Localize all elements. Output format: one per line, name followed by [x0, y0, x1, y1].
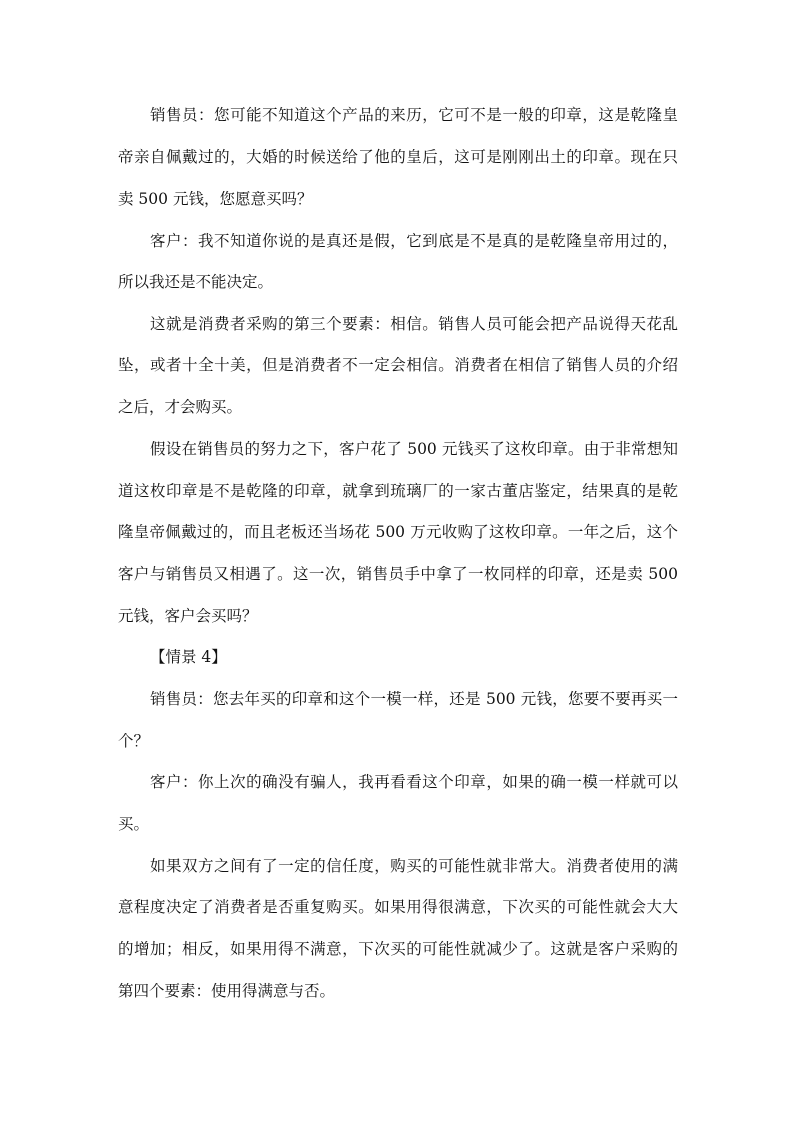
text-line: 之后，才会购买。 — [118, 398, 243, 416]
text-line: 这就是消费者采购的第三个要素：相信。销售人员可能会把产品说得天花乱 — [150, 315, 678, 333]
text-line: 客户与销售员又相遇了。这一次，销售员手中拿了一枚同样的印章，还是卖 500 — [118, 565, 678, 583]
text-line: 坠，或者十全十美，但是消费者不一定会相信。消费者在相信了销售人员的介绍 — [118, 356, 678, 374]
text-line: 如果双方之间有了一定的信任度，购买的可能性就非常大。消费者使用的满 — [150, 857, 678, 875]
text-line: 帝亲自佩戴过的，大婚的时候送给了他的皇后，这可是刚刚出土的印章。现在只 — [118, 148, 678, 166]
text-line: 假设在销售员的努力之下，客户花了 500 元钱买了这枚印章。由于非常想知 — [150, 440, 678, 458]
text-line: 隆皇帝佩戴过的，而且老板还当场花 500 万元收购了这枚印章。一年之后，这个 — [118, 523, 678, 541]
text-line: 第四个要素：使用得满意与否。 — [118, 982, 336, 1000]
text-line: 所以我还是不能决定。 — [118, 273, 274, 291]
text-line: 卖 500 元钱，您愿意买吗？ — [118, 190, 313, 208]
text-line: 买。 — [118, 815, 150, 833]
text-line: 客户：你上次的确没有骗人，我再看看这个印章，如果的确一模一样就可以 — [150, 773, 678, 791]
text-line: 客户：我不知道你说的是真还是假，它到底是不是真的是乾隆皇帝用过的， — [150, 232, 678, 250]
document-page — [118, 0, 678, 1123]
text-line: 元钱，客户会买吗？ — [118, 607, 258, 625]
text-line: 个？ — [118, 732, 150, 750]
text-line: 销售员：您可能不知道这个产品的来历，它可不是一般的印章，这是乾隆皇 — [150, 106, 678, 124]
text-line: 销售员：您去年买的印章和这个一模一样，还是 500 元钱，您要不要再买一 — [150, 690, 678, 708]
text-line: 的增加；相反，如果用得不满意，下次买的可能性就减少了。这就是客户采购的 — [118, 940, 678, 958]
section-heading: 【情景 4】 — [150, 648, 227, 666]
text-line: 意程度决定了消费者是否重复购买。如果用得很满意，下次买的可能性就会大大 — [118, 898, 678, 916]
text-line: 道这枚印章是不是乾隆的印章，就拿到琉璃厂的一家古董店鉴定，结果真的是乾 — [118, 482, 678, 500]
